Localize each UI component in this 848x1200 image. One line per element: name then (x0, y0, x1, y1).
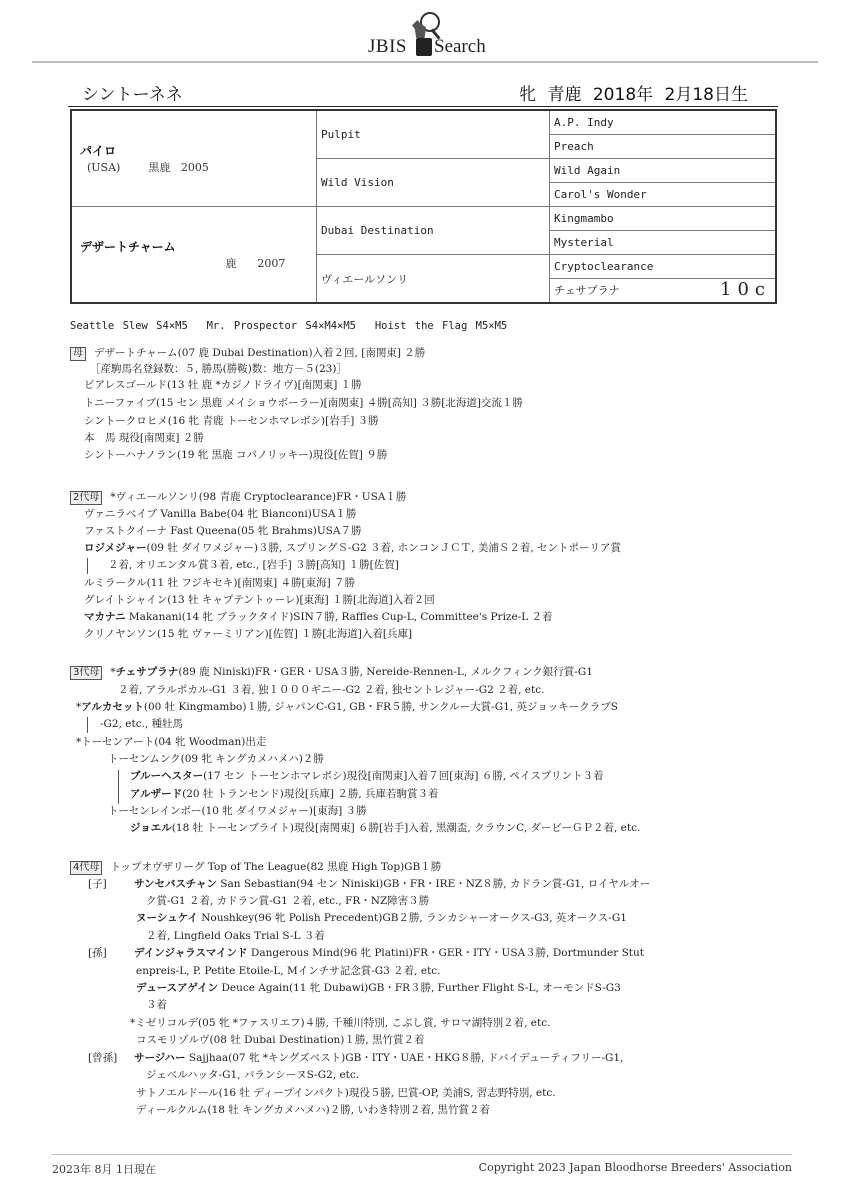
pedigree-table (70, 109, 777, 304)
sec4-line (70, 860, 441, 875)
sec2-line (84, 576, 355, 591)
import-mark: * (130, 1017, 136, 1029)
tree-line (87, 717, 88, 733)
sec2-text: ヴァニラベイブ Vanilla Babe(04 牝 Bianconi)USA１勝 (84, 508, 357, 520)
gen3-cell: Mysterial (550, 231, 777, 255)
sire-year: 2005 (180, 161, 209, 174)
sire-origin: (USA) (87, 161, 121, 174)
sec1-line: トニーファイブ(15 セン 黒鹿 メイショウボーラー)[南関東] ４勝[高知] ３勝[北海道]交流１勝 (84, 397, 523, 409)
sec2-line (84, 610, 553, 625)
footer-date: 2023年 8月 1日現在 (52, 1163, 156, 1176)
sire-cell (71, 110, 317, 207)
notable-horse-name: ヌーシュケイ (136, 912, 198, 924)
dam-details (80, 255, 312, 271)
notable-horse-name: アルカセット (81, 701, 144, 713)
sec4-generation-label: [孫] (88, 947, 107, 959)
import-mark: * (76, 701, 82, 713)
sec3-line (108, 804, 367, 819)
gen3-cell: Cryptoclearance (550, 255, 777, 279)
sec4-text: Sajjhaa(07 牝 *キングズベスト)GB・ITY・UAE・HKG８勝, ドバイデューティフリー-G1, (185, 1052, 624, 1064)
sec1-line: ピアレスゴールド(13 牡 鹿 *カジノドライヴ)[南関東] １勝 (84, 379, 362, 391)
sec3-text: トーセンムンク(09 牝 キングカメハメハ)２勝 (108, 753, 324, 765)
notable-horse-name: マカナニ (84, 611, 126, 623)
sec4-line (136, 1033, 425, 1048)
import-mark: * (110, 666, 116, 678)
sec2-line (84, 627, 412, 642)
import-mark: * (76, 736, 82, 748)
gen3-cell: Preach (550, 135, 777, 159)
sec4-badge: 4代母 (70, 861, 102, 875)
sec4-line (136, 911, 627, 926)
sec3-text: (20 牡 トランセンド)現役[兵庫] ２勝, 兵庫若駒賞３着 (182, 788, 439, 800)
sec1-line: 本 馬 現役[南関東] ２勝 (84, 432, 204, 444)
sec3-text: (00 牡 Kingmambo)１勝, ジャパンC-G1, GB・FR５勝, サンクルー大賞-G1, 英ジョッキークラブS (143, 701, 618, 713)
sec4-text: ジェベルハッタ-G1, バランシーヌS-G2, etc. (146, 1069, 360, 1081)
notable-horse-name: ロジメジャー (84, 542, 147, 554)
sec4-text: ク賞-G1 ２着, カドラン賞-G1 ２着, etc., FR・NZ障害３勝 (146, 895, 430, 907)
gen3-name: チェサプラナ (554, 283, 620, 297)
sec3-line (130, 769, 604, 784)
sec2-line (70, 490, 406, 505)
sec3-text: (17 セン トーセンホマレボシ)現役[南関東]入着７回[東海] ６勝, ペイスプリント３着 (203, 770, 604, 782)
footer-divider (52, 1154, 792, 1155)
sec4-text: ３着 (146, 999, 167, 1011)
sec2-line (84, 593, 435, 608)
sec4-generation-label: [子] (88, 878, 107, 890)
sec1-line: シントークロヒメ(16 牝 青鹿 トーセンホマレボシ)[岩手] ３勝 (84, 415, 379, 427)
sec4-text: ミゼリコルデ(05 牝 *ファスリエフ)４勝, 千種川特別, こぶし賞, サロマ湖特別２着, etc. (135, 1017, 551, 1029)
sec3-text: トーセンアート(04 牝 Woodman)出走 (81, 736, 267, 748)
sec4-text: enpreis-L, P. Petite Etoile-L, Mインチサ記念賞-G3 ２着, etc. (136, 965, 441, 977)
logo-can-icon (416, 38, 432, 56)
sec3-line (76, 735, 266, 750)
sec2-line (84, 524, 361, 539)
sec3-badge: 3代母 (70, 666, 102, 680)
sire-name: パイロ (80, 144, 117, 158)
sec4-text: ２着, Lingfield Oaks Trial S-L ３着 (146, 930, 325, 942)
inbreeding-line: Seattle Slew S4×M5 Mr. Prospector S4×M4×M5 Hoist the Flag M5×M5 (70, 320, 508, 332)
gen2-cell: ヴィエールソンリ (317, 255, 550, 304)
sec2-badge: 2代母 (70, 491, 102, 505)
sec1-line: ［産駒馬名登録数：５, 勝馬(勝鞍)数：地方－５(23)］ (90, 363, 347, 375)
sire-color: 黒鹿 (148, 161, 171, 174)
sec4-text: ディールクルム(18 牡 キングカメハメハ)２勝, いわき特別２着, 黒竹賞２着 (136, 1104, 491, 1116)
sec3-line (70, 665, 593, 680)
notable-horse-name: デュースアゲイン (136, 982, 219, 994)
sec4-line (88, 1051, 623, 1066)
sec4-text: コスモリゾルヴ(08 牡 Dubai Destination)１勝, 黒竹賞２着 (136, 1034, 425, 1046)
logo-search-text: Search (434, 36, 486, 57)
sec3-line (130, 821, 640, 836)
notable-horse-name: サージハー (134, 1052, 186, 1064)
sec4-text: San Sebastian(94 セン Niniski)GB・FR・IRE・NZ８勝, カドラン賞-G1, ロイヤルオー (216, 878, 651, 890)
sec4-line (136, 1103, 490, 1118)
name-divider (68, 106, 778, 107)
sec2-text: グレイトシャイン(13 牡 キャプテントゥーレ)[東海] １勝[北海道]入着２回 (84, 594, 435, 606)
dam-color: 鹿 (225, 257, 237, 270)
header-divider (32, 61, 818, 63)
sec2-text: *ヴィエールソンリ(98 青鹿 Cryptoclearance)FR・USA１勝 (110, 491, 407, 503)
sec4-text: Noushkey(96 牝 Polish Precedent)GB２勝, ランカシャーオークス-G3, 英オークス-G1 (197, 912, 627, 924)
sec1-badge: 母 (70, 347, 86, 361)
sec4-line (136, 981, 621, 996)
sec2-line (84, 541, 621, 556)
tree-line (87, 558, 88, 574)
sec2-text: Makanani(14 牝 ブラックタイド)SIN７勝, Raffles Cup-L, Committee's Prize-L ２着 (125, 611, 553, 623)
sec3-line (130, 787, 439, 802)
sec4-generation-label: [曾孫] (88, 1052, 118, 1064)
sec1-text: デザートチャーム(07 鹿 Dubai Destination)入着２回, [南関東] ２勝 (94, 347, 426, 359)
sec2-text: ルミラークル(11 牡 フジキセキ)[南関東] ４勝[東海] ７勝 (84, 577, 356, 589)
dam-name: デザートチャーム (80, 240, 176, 254)
sec4-text: Dangerous Mind(96 牝 Platini)FR・GER・ITY・USA３勝, Dortmunder Stut (247, 947, 644, 959)
gen3-cell (550, 279, 777, 304)
tree-line (118, 770, 119, 804)
notable-horse-name: アルザード (130, 788, 183, 800)
sec4-line (146, 894, 429, 909)
gen2-cell: Wild Vision (317, 159, 550, 207)
jbis-search-logo (368, 6, 498, 56)
sec2-text: ファストクイーナ Fast Queena(05 牝 Brahms)USA７勝 (84, 525, 362, 537)
horse-meta: 牝 青鹿 2018年 2月18日生 (519, 85, 748, 105)
sec3-text: (89 鹿 Niniski)FR・GER・USA３勝, Nereide-Rennen-L, メルクフィンク銀行賞-G1 (178, 666, 593, 678)
notable-horse-name: ブルーヘスター (130, 770, 204, 782)
notable-horse-name: サンセバスチャン (134, 878, 217, 890)
sec4-line (146, 1068, 359, 1083)
sec4-line (146, 998, 167, 1013)
gen3-cell: A.P. Indy (550, 110, 777, 135)
dam-cell (71, 207, 317, 304)
sec4-text: トップオヴザリーグ Top of The League(82 黒鹿 High Top)GB１勝 (110, 861, 442, 873)
sec1-line (70, 346, 425, 361)
sec3-line (100, 717, 183, 732)
sec3-line (108, 752, 324, 767)
sec1-line: シントーハナノラン(19 牝 黒鹿 コパノリッキー)現役[佐賀] ９勝 (84, 449, 388, 461)
gen2-cell: Pulpit (317, 110, 550, 159)
horse-name: シントーネネ (82, 85, 183, 105)
family-number: 10c (720, 278, 771, 300)
gen3-cell: Carol's Wonder (550, 183, 777, 207)
sec3-text: トーセンレインボー(10 牝 ダイワメジャー)[東海] ３勝 (108, 805, 367, 817)
footer-copyright: Copyright 2023 Japan Bloodhorse Breeders' Association (478, 1161, 792, 1174)
sec4-line (88, 877, 650, 892)
notable-horse-name: デインジャラスマインド (134, 947, 248, 959)
sec4-text: Deuce Again(11 牝 Dubawi)GB・FR３勝, Further Flight S-L, オーモンドS-G3 (218, 982, 621, 994)
gen2-cell: Dubai Destination (317, 207, 550, 255)
notable-horse-name: ジョエル (130, 822, 172, 834)
gen3-cell: Kingmambo (550, 207, 777, 231)
sec2-text: ２着, オリエンタル賞３着, etc., [岩手] ３勝[高知] １勝[佐賀] (108, 559, 399, 571)
sec2-text: (09 牡 ダイワメジャー)３勝, スプリングＳ-G2 ３着, ホンコンＪＣＴ, 美浦Ｓ２着, セントポーリア賞 (146, 542, 622, 554)
logo-jbis-text: JBIS (368, 36, 407, 57)
sec2-line (84, 507, 356, 522)
sec4-line (130, 1016, 550, 1031)
sec3-text: (18 牡 トーセンブライト)現役[南関東] ６勝[岩手]入着, 黒潮盃, クラウンC, ダービーＧＰ２着, etc. (171, 822, 641, 834)
sec2-line (108, 558, 399, 573)
sec3-text: -G2, etc., 種牡馬 (100, 718, 184, 730)
sec4-line (146, 929, 325, 944)
sire-details (80, 159, 312, 175)
sec3-text: ２着, アラルポカル-G1 ３着, 独１０００ギニー-G2 ２着, 独セントレジャー-G2 ２着, etc. (118, 684, 545, 696)
sec3-line (76, 700, 618, 715)
sec4-line (88, 946, 644, 961)
gen3-cell: Wild Again (550, 159, 777, 183)
notable-horse-name: チェサプラナ (115, 666, 179, 678)
dam-year: 2007 (257, 257, 286, 270)
sec4-line (136, 964, 441, 979)
sec4-line (136, 1086, 556, 1101)
sec3-line (118, 683, 544, 698)
sec2-text: クリノヤンソン(15 牝 ヴァーミリアン)[佐賀] １勝[北海道]入着[兵庫] (84, 628, 413, 640)
sec4-text: サトノエルドール(16 牡 ディープインパクト)現役５勝, 巴賞-OP, 美浦S, 習志野特別, etc. (136, 1087, 556, 1099)
